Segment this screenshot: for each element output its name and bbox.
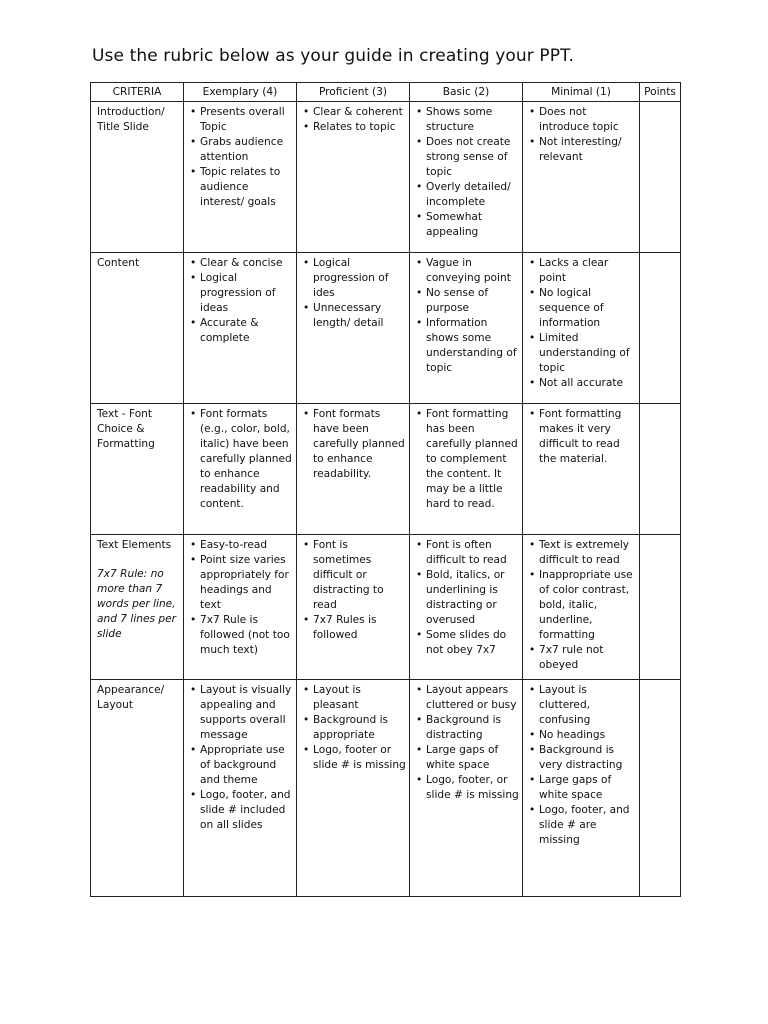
proficient-list xyxy=(303,683,406,773)
proficient-item: • Logo, footer or slide # is missing xyxy=(303,743,406,773)
basic-item: • Vague in conveying point xyxy=(416,256,519,286)
points-cell[interactable] xyxy=(640,253,681,404)
proficient-list xyxy=(303,256,406,331)
criteria-label: Content xyxy=(97,257,140,269)
header-points: Points xyxy=(640,83,681,102)
proficient-cell xyxy=(297,680,410,897)
minimal-list xyxy=(529,538,636,673)
criteria-label: Introduction/ Title Slide xyxy=(97,106,165,133)
points-cell[interactable] xyxy=(640,680,681,897)
minimal-item: • 7x7 rule not obeyed xyxy=(529,643,636,673)
exemplary-item: • Point size varies appropriately for headings and text xyxy=(190,553,293,613)
basic-item: • Bold, italics, or underlining is distracting or overused xyxy=(416,568,519,628)
rubric-row xyxy=(91,404,681,535)
exemplary-item: • Easy-to-read xyxy=(190,538,293,553)
header-minimal: Minimal (1) xyxy=(523,83,640,102)
exemplary-cell xyxy=(184,404,297,535)
exemplary-item: • Accurate & complete xyxy=(190,316,293,346)
proficient-cell xyxy=(297,253,410,404)
basic-item: • Shows some structure xyxy=(416,105,519,135)
basic-cell xyxy=(410,102,523,253)
proficient-item: • Background is appropriate xyxy=(303,713,406,743)
proficient-item: • 7x7 Rules is followed xyxy=(303,613,406,643)
proficient-list xyxy=(303,105,406,135)
header-exemplary: Exemplary (4) xyxy=(184,83,297,102)
page-heading: Use the rubric below as your guide in creating your PPT. xyxy=(92,46,575,66)
minimal-item: • Logo, footer, and slide # are missing xyxy=(529,803,636,848)
exemplary-item: • Logical progression of ideas xyxy=(190,271,293,316)
exemplary-item: • Logo, footer, and slide # included on all slides xyxy=(190,788,293,833)
criteria-cell xyxy=(91,404,184,535)
exemplary-list xyxy=(190,538,293,658)
points-cell[interactable] xyxy=(640,102,681,253)
proficient-list xyxy=(303,538,406,643)
minimal-list xyxy=(529,105,636,165)
proficient-list xyxy=(303,407,406,482)
exemplary-list xyxy=(190,683,293,833)
minimal-item: • No logical sequence of information xyxy=(529,286,636,331)
exemplary-item: • 7x7 Rule is followed (not too much text) xyxy=(190,613,293,658)
basic-item: • Background is distracting xyxy=(416,713,519,743)
criteria-label: Text - Font Choice & Formatting xyxy=(97,408,155,450)
exemplary-item: • Clear & concise xyxy=(190,256,293,271)
criteria-cell xyxy=(91,102,184,253)
rubric-table xyxy=(90,82,681,897)
exemplary-item: • Grabs audience attention xyxy=(190,135,293,165)
exemplary-cell xyxy=(184,253,297,404)
basic-list xyxy=(416,407,519,512)
header-row xyxy=(91,83,681,102)
basic-cell xyxy=(410,680,523,897)
basic-item: • Font formatting has been carefully planned to complement the content. It may be a little hard to read. xyxy=(416,407,519,512)
minimal-cell xyxy=(523,253,640,404)
criteria-cell xyxy=(91,535,184,680)
minimal-item: • Not interesting/ relevant xyxy=(529,135,636,165)
minimal-cell xyxy=(523,535,640,680)
minimal-item: • Layout is cluttered, confusing xyxy=(529,683,636,728)
minimal-cell xyxy=(523,680,640,897)
basic-cell xyxy=(410,404,523,535)
minimal-cell xyxy=(523,102,640,253)
rubric-row xyxy=(91,253,681,404)
basic-item: • Logo, footer, or slide # is missing xyxy=(416,773,519,803)
basic-item: • Somewhat appealing xyxy=(416,210,519,240)
proficient-item: • Relates to topic xyxy=(303,120,406,135)
minimal-list xyxy=(529,407,636,467)
minimal-item: • Limited understanding of topic xyxy=(529,331,636,376)
criteria-label: Appearance/ Layout xyxy=(97,684,165,711)
points-cell[interactable] xyxy=(640,535,681,680)
basic-item: • Font is often difficult to read xyxy=(416,538,519,568)
exemplary-cell xyxy=(184,102,297,253)
exemplary-cell xyxy=(184,535,297,680)
basic-item: • Layout appears cluttered or busy xyxy=(416,683,519,713)
minimal-item: • Not all accurate xyxy=(529,376,636,391)
exemplary-item: • Layout is visually appealing and supports overall message xyxy=(190,683,293,743)
minimal-item: • Inappropriate use of color contrast, bold, italic, underline, formatting xyxy=(529,568,636,643)
basic-item: • Does not create strong sense of topic xyxy=(416,135,519,180)
minimal-item: • Text is extremely difficult to read xyxy=(529,538,636,568)
basic-list xyxy=(416,538,519,658)
criteria-cell xyxy=(91,253,184,404)
minimal-cell xyxy=(523,404,640,535)
basic-list xyxy=(416,105,519,240)
basic-list xyxy=(416,683,519,803)
exemplary-list xyxy=(190,105,293,210)
criteria-cell xyxy=(91,680,184,897)
proficient-item: • Layout is pleasant xyxy=(303,683,406,713)
exemplary-item: • Presents overall Topic xyxy=(190,105,293,135)
header-basic: Basic (2) xyxy=(410,83,523,102)
minimal-item: • Font formatting makes it very difficult to read the material. xyxy=(529,407,636,467)
proficient-cell xyxy=(297,535,410,680)
basic-item: • Overly detailed/ incomplete xyxy=(416,180,519,210)
exemplary-list xyxy=(190,256,293,346)
criteria-note: 7x7 Rule: no more than 7 words per line, and 7 lines per slide xyxy=(97,568,177,640)
rubric-row xyxy=(91,680,681,897)
proficient-item: • Logical progression of ides xyxy=(303,256,406,301)
basic-cell xyxy=(410,535,523,680)
basic-item: • Information shows some understanding of topic xyxy=(416,316,519,376)
rubric-row xyxy=(91,102,681,253)
minimal-item: • Large gaps of white space xyxy=(529,773,636,803)
rubric-row xyxy=(91,535,681,680)
proficient-cell xyxy=(297,102,410,253)
minimal-list xyxy=(529,683,636,848)
points-cell[interactable] xyxy=(640,404,681,535)
basic-item: • Large gaps of white space xyxy=(416,743,519,773)
exemplary-item: • Appropriate use of background and theme xyxy=(190,743,293,788)
proficient-item: • Unnecessary length/ detail xyxy=(303,301,406,331)
minimal-list xyxy=(529,256,636,391)
minimal-item: • No headings xyxy=(529,728,636,743)
minimal-item: • Background is very distracting xyxy=(529,743,636,773)
header-proficient: Proficient (3) xyxy=(297,83,410,102)
proficient-item: • Font formats have been carefully planned to enhance readability. xyxy=(303,407,406,482)
exemplary-list xyxy=(190,407,293,512)
proficient-cell xyxy=(297,404,410,535)
proficient-item: • Font is sometimes difficult or distracting to read xyxy=(303,538,406,613)
criteria-label: Text Elements xyxy=(97,539,172,551)
exemplary-item: • Topic relates to audience interest/ goals xyxy=(190,165,293,210)
header-criteria: CRITERIA xyxy=(91,83,184,102)
basic-cell xyxy=(410,253,523,404)
basic-item: • No sense of purpose xyxy=(416,286,519,316)
basic-list xyxy=(416,256,519,376)
exemplary-cell xyxy=(184,680,297,897)
basic-item: • Some slides do not obey 7x7 xyxy=(416,628,519,658)
minimal-item: • Does not introduce topic xyxy=(529,105,636,135)
proficient-item: • Clear & coherent xyxy=(303,105,406,120)
exemplary-item: • Font formats (e.g., color, bold, italic) have been carefully planned to enhance readability and content. xyxy=(190,407,293,512)
minimal-item: • Lacks a clear point xyxy=(529,256,636,286)
